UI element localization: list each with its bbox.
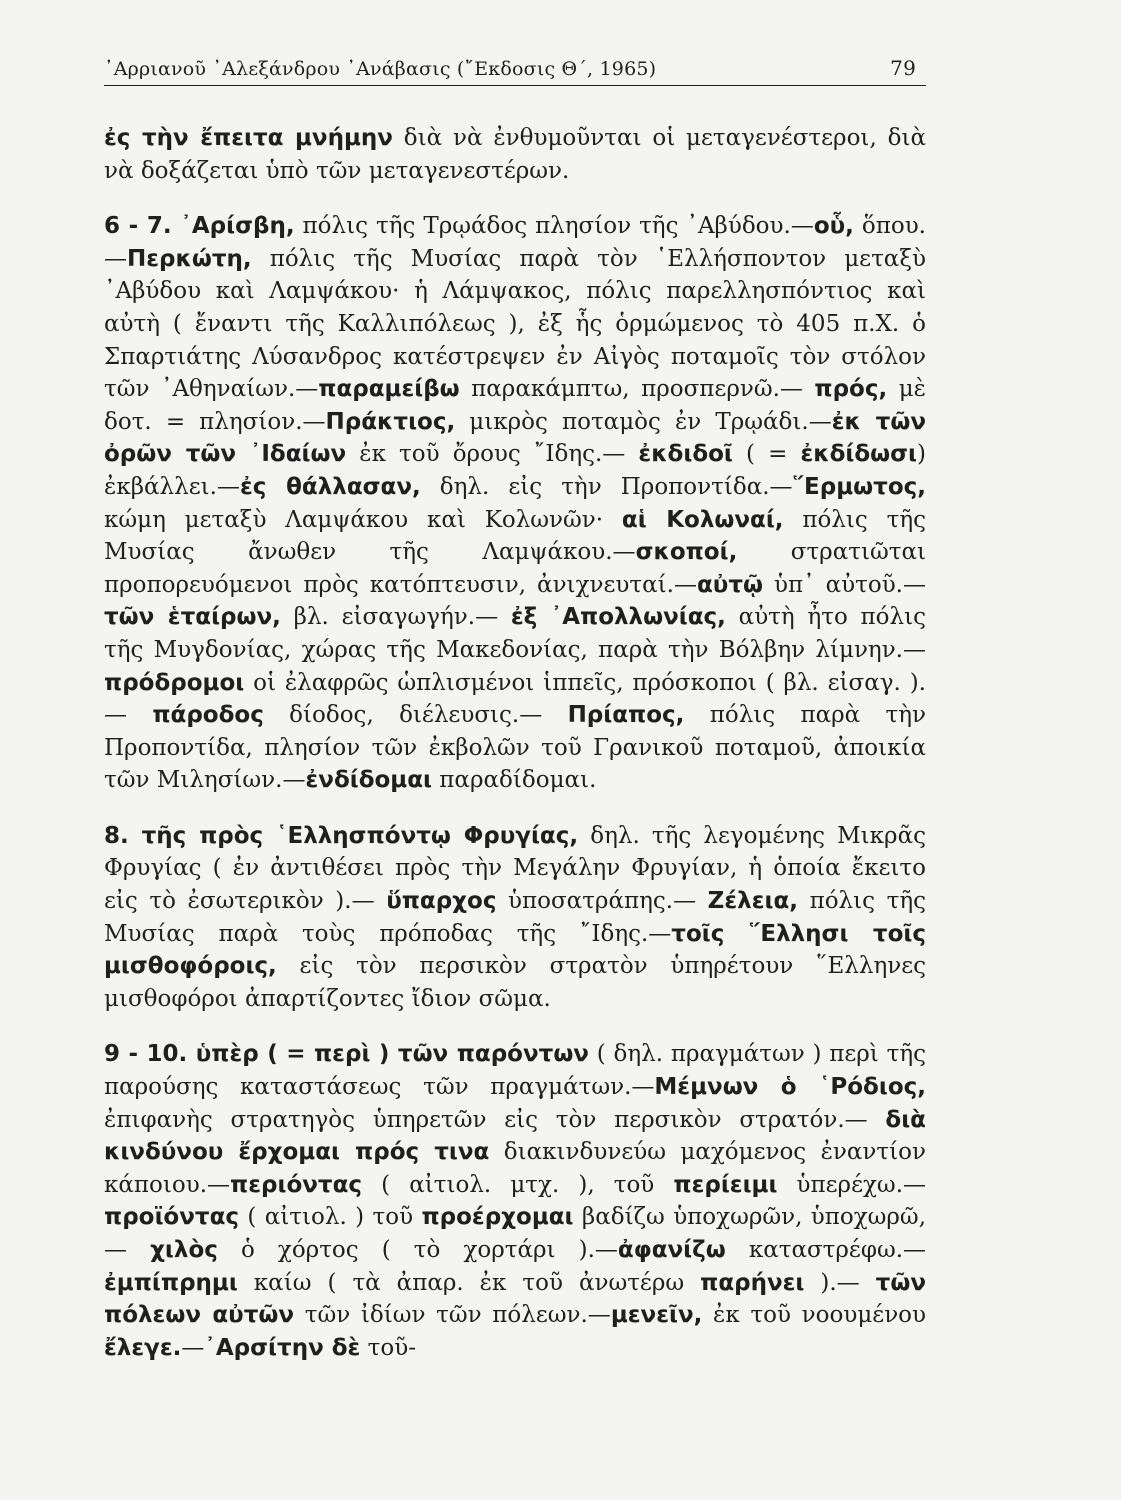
lemma-term: ῞Ερμωτος, (792, 473, 926, 500)
lemma-term: ἐς τὴν ἔπειτα μνήμην (104, 125, 393, 151)
lemma-term: ἐξ ᾿Απολλωνίας, (510, 604, 726, 631)
commentary-body (104, 122, 926, 1364)
running-head (104, 56, 926, 86)
lemma-term: ἐς θάλλασαν, (239, 473, 421, 500)
lemma-term: 6 - 7. ᾿Αρίσβη, (104, 213, 295, 240)
lemma-term: αἱ Κολωναί, (621, 506, 784, 533)
lemma-term: διὰ κινδύνου ἔρχομαι πρός τινα (104, 1106, 926, 1166)
lemma-term: παραμείβω (318, 376, 460, 403)
lemma-term: ἐκ τῶν ὀρῶν τῶν ᾿Ιδαίων (104, 408, 926, 468)
lemma-term: περίειμι (673, 1171, 778, 1198)
lemma-term: περιόντας (230, 1171, 363, 1198)
gloss-text: — (181, 1334, 205, 1361)
lemma-term: ἐκδίδωσι (800, 441, 918, 468)
lemma-term: χιλὸς (150, 1237, 218, 1263)
gloss-text: ( αἰτιολ. ) τοῦ (239, 1204, 422, 1231)
lemma-term: προέρχομαι (421, 1204, 574, 1231)
gloss-text: δίοδος, διέλευσις.— (263, 702, 568, 729)
lemma-term: Πράκτιος, (325, 408, 456, 435)
gloss-text: παραδίδομαι. (432, 767, 597, 794)
gloss-text: βαδίζω ὑποχωρῶν, ὑποχωρῶ,— (104, 1204, 926, 1263)
gloss-text: διὰ νὰ ἐνθυμοῦνται οἱ μεταγενέστεροι, διὰ νὰ δοξάζεται ὑπὸ τῶν μεταγενεστέρων. (104, 125, 926, 184)
gloss-text: τῶν ἰδίων τῶν πόλεων.— (294, 1302, 611, 1329)
page (104, 56, 926, 1387)
gloss-text: βλ. εἰσαγωγήν.— (280, 604, 511, 631)
section-9-10 (104, 1038, 926, 1364)
lemma-term: οὗ, (813, 213, 854, 240)
section-intro (104, 122, 926, 187)
lemma-term: ᾿Αρσίτην δὲ (204, 1334, 361, 1361)
gloss-text: ὑπερέχω.— (777, 1171, 927, 1198)
lemma-term: Ζέλεια, (707, 888, 799, 915)
gloss-text: ) ἐκβάλλει.— (104, 441, 926, 500)
lemma-term: Πρίαπος, (567, 702, 685, 729)
gloss-text: διακινδυνεύω μαχόμενος ἐναντίον κάποιου.— (104, 1139, 926, 1198)
lemma-term: τῶν ἑταίρων, (104, 604, 281, 631)
lemma-term: πρόδρομοι (104, 669, 245, 696)
lemma-term: ἐνδίδομαι (305, 767, 432, 794)
lemma-term: πρός, (814, 376, 888, 403)
lemma-term: ὕπαρχος (386, 888, 497, 915)
gloss-text: μὲ δοτ. = πλησίον.— (104, 376, 926, 435)
gloss-text: δηλ. τῆς λεγομένης Μικρᾶς Φρυγίας ( ἐν ἀντιθέσει πρὸς τὴν Μεγάλην Φρυγίαν, ἡ ὁποία ἔκειτο εἰς τὸ ἐσωτερικὸν ).— (104, 822, 926, 915)
gloss-text: ὁ χόρτος ( τὸ χορτάρι ).— (217, 1237, 618, 1263)
gloss-text: ἐκ τοῦ νοουμένου (702, 1302, 927, 1329)
lemma-term: Μέμνων ὁ ῾Ρόδιος, (654, 1074, 926, 1101)
gloss-text: πόλις τῆς Μυσίας παρὰ τὸν ῾Ελλήσποντον μεταξὺ ᾿Αβύδου καὶ Λαμψάκου· ἡ Λάμψακος, πόλις παρελλησπόντιος καὶ αὐτὴ ( ἔναντι τῆς Καλλιπόλεως ), ἐξ ἧς ὁρμώμενος τὸ 405 π.Χ. ὁ Σπαρτιάτης Λύσανδρος κατέστρεψεν ἐν Αἰγὸς ποταμοῖς τὸν στόλον τῶν ᾿Αθηναίων.— (104, 245, 926, 403)
lemma-term: 9 - 10. ὑπὲρ ( = περὶ ) τῶν παρόντων (104, 1041, 589, 1068)
lemma-term: τοῖς ῞Ελλησι τοῖς μισθοφόροις, (104, 920, 927, 980)
lemma-term: προϊόντας (104, 1204, 240, 1231)
gloss-text: δηλ. εἰς τὴν Προποντίδα.— (420, 473, 793, 500)
lemma-term: Περκώτη, (127, 245, 252, 272)
section-6-7 (104, 210, 926, 797)
section-8 (104, 820, 926, 1016)
gloss-text: αὐτὴ ἦτο πόλις τῆς Μυγδονίας, χώρας τῆς Μακεδονίας, παρὰ τὴν Βόλβην λίμνην.— (104, 604, 926, 663)
gloss-text: ὑποσατράπης.— (496, 888, 708, 915)
gloss-text: καταστρέφω.— (725, 1237, 927, 1263)
gloss-text: ).— (804, 1269, 876, 1296)
gloss-text: πόλις τῆς Μυσίας παρὰ τοὺς πρόποδας τῆς ῎Ιδης.— (104, 888, 927, 947)
gloss-text: ἐκ τοῦ ὄρους ῎Ιδης.— (346, 441, 639, 468)
gloss-text: εἰς τὸν περσικὸν στρατὸν ὑπηρέτουν ῞Ελληνες μισθοφόροι ἀπαρτίζοντες ἴδιον σῶμα. (104, 953, 926, 1012)
gloss-text: οἱ ἐλαφρῶς ὡπλισμένοι ἱππεῖς, πρόσκοποι ( βλ. εἰσαγ. ).— (104, 669, 926, 729)
gloss-text: κώμη μεταξὺ Λαμψάκου καὶ Κολωνῶν· (104, 506, 622, 533)
gloss-text: ὅπου.— (104, 213, 926, 272)
gloss-text: ( δηλ. πραγμάτων ) περὶ τῆς παρούσης καταστάσεως τῶν πραγμάτων.— (104, 1041, 926, 1101)
lemma-term: ἀφανίζω (617, 1237, 726, 1263)
lemma-term: ἐκδιδοῖ (638, 441, 733, 468)
gloss-text: στρατιῶται προπορευόμενοι πρὸς κατόπτευσιν, ἀνιχνευταί.— (104, 539, 927, 598)
lemma-term: παρήνει (700, 1269, 805, 1296)
gloss-text: πόλις παρὰ τὴν Προποντίδα, πλησίον τῶν ἐκβολῶν τοῦ Γρανικοῦ ποταμοῦ, ἀποικία τῶν Μιλησίων.— (104, 702, 926, 794)
gloss-text: παρακάμπτω, προσπερνῶ.— (459, 376, 815, 403)
lemma-term: σκοποί, (635, 539, 738, 566)
lemma-term: ἔλεγε. (104, 1334, 182, 1361)
lemma-term: πάροδος (152, 702, 264, 729)
lemma-term: τῶν πόλεων αὐτῶν (104, 1269, 926, 1329)
gloss-text: ( αἰτιολ. μτχ. ), τοῦ (362, 1171, 674, 1198)
lemma-term: μενεῖν, (610, 1302, 703, 1329)
lemma-term: ἐμπίπρημι (104, 1269, 238, 1296)
gloss-text: πόλις τῆς Μυσίας ἄνωθεν τῆς Λαμψάκου.— (104, 506, 927, 566)
lemma-term: 8. τῆς πρὸς ῾Ελλησπόντῳ Φρυγίας, (104, 822, 579, 849)
gloss-text: πόλις τῆς Τρῳάδος πλησίον τῆς ᾿Αβύδου.— (294, 213, 814, 240)
lemma-term: αὐτῷ (696, 571, 763, 598)
gloss-text: ἐπιφανὴς στρατηγὸς ὑπηρετῶν εἰς τὸν περσικὸν στρατόν.— (104, 1106, 886, 1133)
gloss-text: τοῦ- (360, 1334, 416, 1361)
gloss-text: ὑπ᾿ αὐτοῦ.— (763, 571, 926, 598)
gloss-text: καίω ( τὰ ἀπαρ. ἐκ τοῦ ἀνωτέρω (237, 1269, 701, 1296)
gloss-text: μικρὸς ποταμὸς ἐν Τρῳάδι.— (455, 408, 832, 435)
page-number: 79 (890, 56, 916, 80)
header-title: ᾿Αρριανοῦ ᾿Αλεξάνδρου ᾿Ανάβασις (῎Εκδοσις Θ΄, 1965) (104, 58, 657, 80)
gloss-text: ( = (732, 441, 801, 468)
